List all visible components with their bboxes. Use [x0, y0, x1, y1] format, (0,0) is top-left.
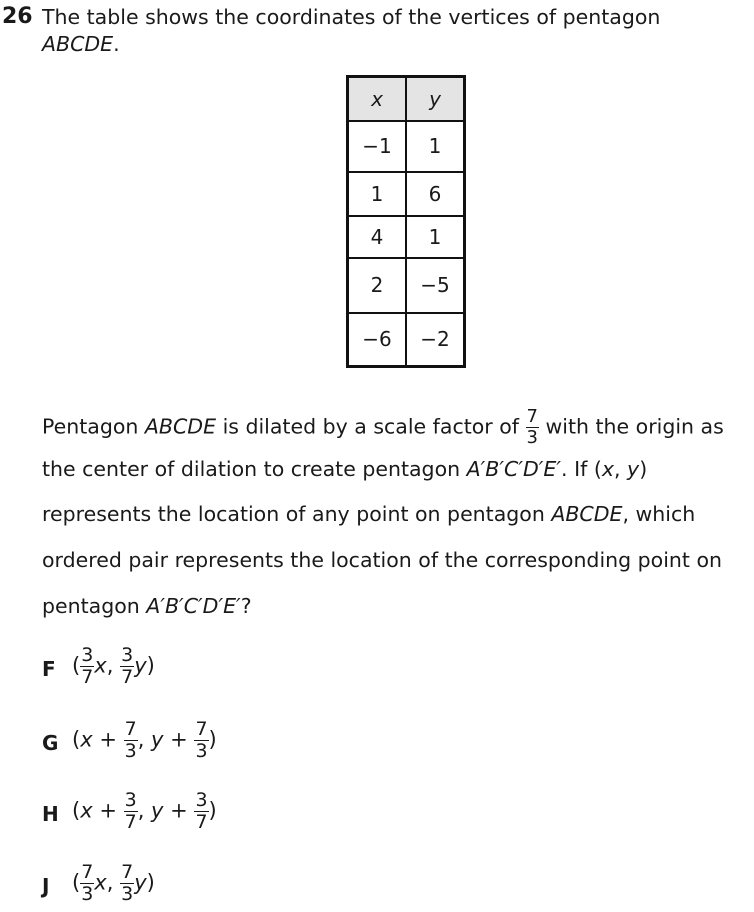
- fraction: [124, 720, 138, 761]
- plus-sign: +: [163, 798, 195, 823]
- text: is dilated by a scale factor of: [216, 414, 526, 439]
- cell-y: 6: [406, 172, 465, 216]
- pentagon-name: ABCDE: [551, 502, 623, 526]
- header-y: y: [406, 77, 465, 121]
- stem-period: .: [113, 32, 120, 56]
- paren: (: [72, 798, 81, 823]
- text: represents the location of any point on pentagon: [42, 502, 552, 526]
- fraction-numerator: 7: [124, 718, 137, 740]
- fraction-numerator: 3: [124, 789, 137, 811]
- stem-pentagon-name: ABCDE: [42, 32, 114, 56]
- text: . If (: [561, 457, 602, 481]
- question-number: 26: [2, 4, 33, 29]
- text: ): [639, 457, 648, 481]
- fraction: [194, 791, 208, 832]
- paragraph-line-1: [42, 408, 724, 447]
- paragraph-line-2: [42, 455, 647, 483]
- paragraph-line-4: [42, 546, 722, 574]
- comma: ,: [137, 798, 152, 823]
- var-y: y: [151, 798, 164, 823]
- stem-text: The table shows the coordinates of the vertices of pentagon: [42, 5, 661, 29]
- text: ?: [240, 594, 252, 618]
- coordinates-table: [346, 75, 466, 368]
- cell-y: 1: [406, 121, 465, 172]
- choice-h[interactable]: [72, 791, 217, 832]
- fraction-denominator: 3: [195, 740, 208, 762]
- fraction-numerator: 7: [121, 861, 134, 883]
- var-x: x: [601, 457, 614, 481]
- cell-x: 2: [348, 258, 407, 313]
- fraction: [80, 646, 94, 687]
- pentagon-name: ABCDE: [144, 414, 217, 439]
- paren: (: [72, 653, 81, 678]
- comma: ,: [106, 870, 121, 895]
- image-pentagon-name: A′B′C′D′E′: [466, 457, 562, 481]
- text: ordered pair represents the location of the corresponding point on: [42, 548, 722, 572]
- question-stem: [42, 4, 742, 58]
- choice-g-letter: G: [42, 731, 59, 755]
- text: pentagon: [42, 594, 147, 618]
- table-row: [348, 258, 465, 313]
- fraction-denominator: 7: [124, 811, 137, 833]
- table-header-row: [348, 77, 465, 121]
- fraction-denominator: 7: [81, 666, 94, 688]
- paren: ): [208, 798, 217, 823]
- table-row: [348, 172, 465, 216]
- plus-sign: +: [92, 798, 124, 823]
- fraction-denominator: 3: [81, 883, 94, 905]
- text: , which: [622, 502, 696, 526]
- image-pentagon-name: A′B′C′D′E′: [146, 594, 241, 618]
- plus-sign: +: [92, 727, 124, 752]
- var-y: y: [151, 727, 164, 752]
- fraction: [120, 646, 134, 687]
- fraction-numerator: 7: [526, 406, 538, 427]
- fraction-denominator: 3: [526, 427, 538, 448]
- var-x: x: [94, 870, 107, 895]
- comma: ,: [137, 727, 152, 752]
- header-x: x: [348, 77, 407, 121]
- fraction-numerator: 7: [195, 718, 208, 740]
- comma: ,: [106, 653, 121, 678]
- text: ,: [614, 457, 628, 481]
- table-row: [348, 313, 465, 367]
- fraction-denominator: 7: [195, 811, 208, 833]
- text: with the origin as: [538, 414, 724, 439]
- scale-factor-fraction: [526, 408, 539, 447]
- fraction: [120, 863, 134, 904]
- fraction-numerator: 3: [195, 789, 208, 811]
- text: Pentagon: [42, 414, 145, 439]
- table-row: [348, 121, 465, 172]
- fraction: [80, 863, 94, 904]
- fraction-denominator: 7: [121, 666, 134, 688]
- fraction-numerator: 3: [121, 644, 134, 666]
- fraction-denominator: 3: [124, 740, 137, 762]
- paren: ): [208, 727, 217, 752]
- cell-x: −1: [348, 121, 407, 172]
- var-y: y: [627, 457, 640, 481]
- fraction-numerator: 3: [81, 644, 94, 666]
- fraction-denominator: 3: [121, 883, 134, 905]
- var-y: y: [134, 653, 147, 678]
- cell-y: −5: [406, 258, 465, 313]
- var-x: x: [94, 653, 107, 678]
- choice-f[interactable]: [72, 646, 155, 687]
- paren: ): [146, 653, 155, 678]
- var-y: y: [134, 870, 147, 895]
- fraction: [124, 791, 138, 832]
- cell-y: 1: [406, 216, 465, 258]
- table-row: [348, 216, 465, 258]
- paragraph-line-3: [42, 500, 695, 528]
- var-x: x: [80, 727, 93, 752]
- choice-f-letter: F: [42, 657, 56, 681]
- cell-x: −6: [348, 313, 407, 367]
- cell-x: 4: [348, 216, 407, 258]
- paren: ): [146, 870, 155, 895]
- plus-sign: +: [163, 727, 195, 752]
- choice-h-letter: H: [42, 802, 59, 826]
- paren: (: [72, 870, 81, 895]
- paren: (: [72, 727, 81, 752]
- choice-j-letter: J: [42, 874, 50, 898]
- choice-j[interactable]: [72, 863, 155, 904]
- cell-y: −2: [406, 313, 465, 367]
- choice-g[interactable]: [72, 720, 217, 761]
- fraction-numerator: 7: [81, 861, 94, 883]
- cell-x: 1: [348, 172, 407, 216]
- var-x: x: [80, 798, 93, 823]
- paragraph-line-5: [42, 592, 252, 620]
- fraction: [194, 720, 208, 761]
- text: the center of dilation to create pentagon: [42, 457, 467, 481]
